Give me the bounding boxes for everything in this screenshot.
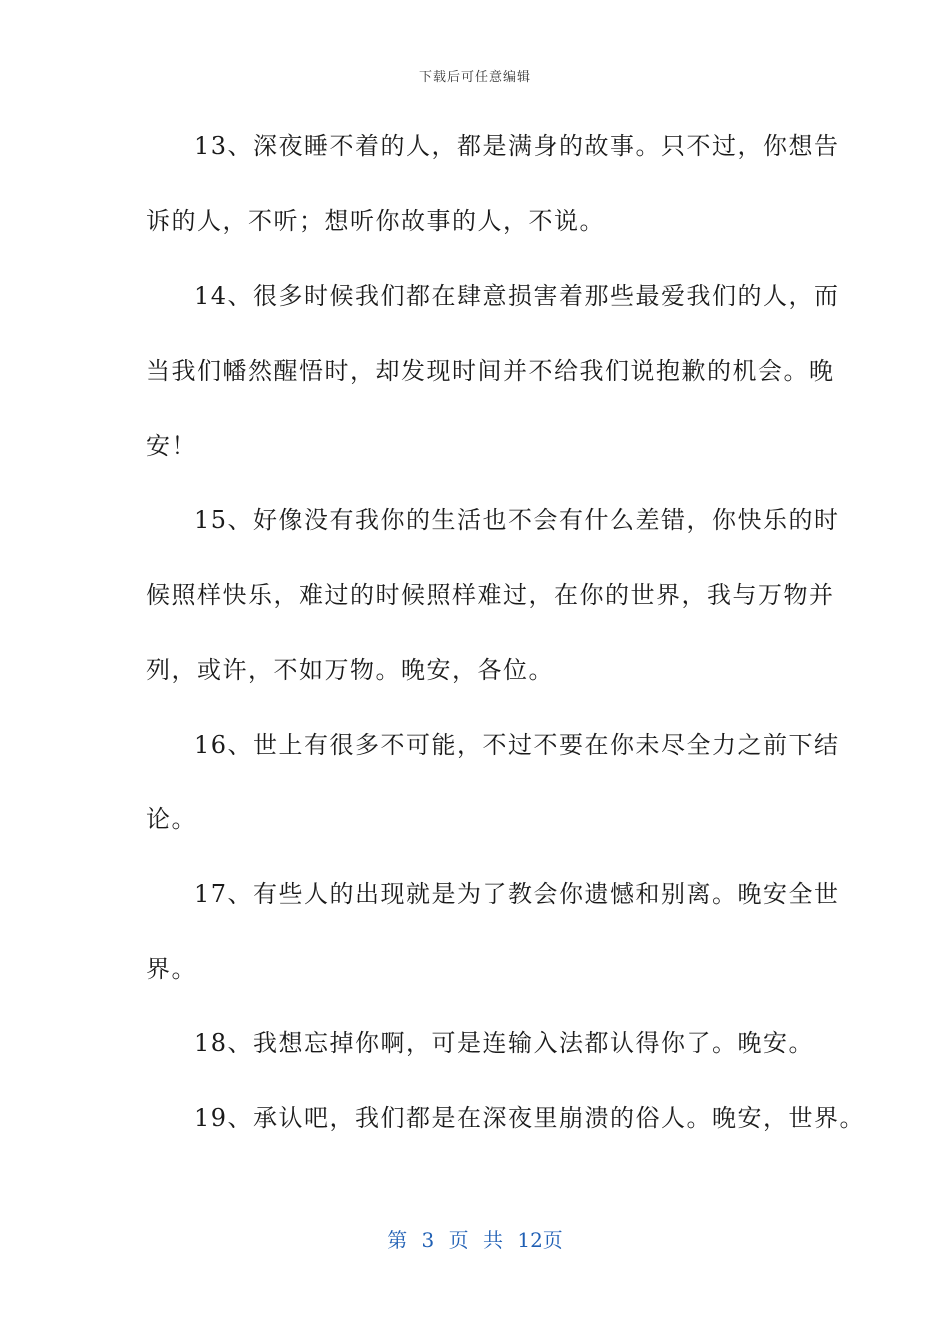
paragraph-16-line-2: 论。 <box>146 805 197 833</box>
paragraph-17-line-2: 界。 <box>146 955 197 983</box>
page-header: 下载后可任意编辑 <box>418 70 531 85</box>
paragraph-13-line-1: 13、深夜睡不着的人，都是满身的故事。只不过，你想告 <box>194 132 840 160</box>
page-number: 第 3 页 共 12页 <box>387 1228 563 1252</box>
paragraph-19-line-1: 19、承认吧，我们都是在深夜里崩溃的俗人。晚安，世界。 <box>194 1104 866 1132</box>
paragraph-15-line-1: 15、好像没有我你的生活也不会有什么差错，你快乐的时 <box>194 506 840 534</box>
paragraph-15-line-2: 候照样快乐，难过的时候照样难过，在你的世界，我与万物并 <box>146 581 835 609</box>
paragraph-13-line-2: 诉的人，不听；想听你故事的人，不说。 <box>146 207 605 235</box>
paragraph-16-line-1: 16、世上有很多不可能，不过不要在你未尽全力之前下结 <box>194 731 840 759</box>
paragraph-18-line-1: 18、我想忘掉你啊，可是连输入法都认得你了。晚安。 <box>194 1029 815 1057</box>
paragraph-14-line-2: 当我们幡然醒悟时，却发现时间并不给我们说抱歉的机会。晚 <box>146 357 835 385</box>
paragraph-14-line-1: 14、很多时候我们都在肆意损害着那些最爱我们的人，而 <box>194 282 840 310</box>
paragraph-14-line-3: 安！ <box>146 432 197 460</box>
paragraph-15-line-3: 列，或许，不如万物。晚安，各位。 <box>146 656 554 684</box>
paragraph-17-line-1: 17、有些人的出现就是为了教会你遗憾和别离。晚安全世 <box>194 880 840 908</box>
